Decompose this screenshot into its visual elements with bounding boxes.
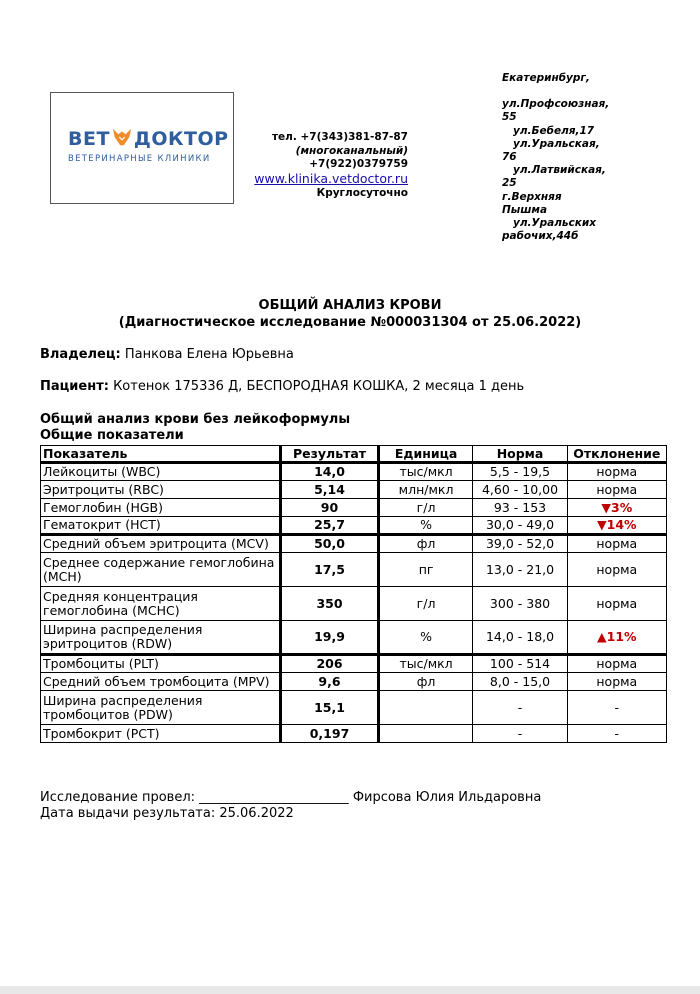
bottom-edge [0,986,700,994]
row-deviation: - [567,725,666,743]
row-result: 50,0 [281,535,378,553]
row-deviation: норма [567,535,666,553]
row-deviation: ▼3% [567,499,666,517]
row-norm: - [473,725,567,743]
owner-info [40,347,294,362]
row-result: 15,1 [281,691,378,725]
header-unit: Единица [378,446,473,463]
address-line: ул.Латвийская, [502,164,606,177]
address-line: ул.Профсоюзная, [502,98,610,111]
table-row [41,535,667,553]
row-unit: % [378,517,473,535]
address-line: 76 [502,151,517,164]
address-line: 25 [502,177,517,190]
table-row [41,725,667,743]
table-row [41,463,667,481]
row-norm: 4,60 - 10,00 [473,481,567,499]
address-line: рабочих,44б [502,230,579,243]
row-unit: г/л [378,499,473,517]
row-result: 19,9 [281,621,378,655]
patient-details: Котенок 175336 Д, БЕСПОРОДНАЯ КОШКА, 2 месяца 1 день [113,379,525,394]
row-unit [378,725,473,743]
row-parameter: Эритроциты (RBC) [41,481,281,499]
row-unit: млн/мкл [378,481,473,499]
row-result: 17,5 [281,553,378,587]
table-row [41,481,667,499]
row-deviation: - [567,691,666,725]
row-norm: 5,5 - 19,5 [473,463,567,481]
row-deviation: ▼14% [567,517,666,535]
row-parameter: Средний объем тромбоцита (MPV) [41,673,281,691]
table-row [41,517,667,535]
logo-subtitle: ВЕТЕРИНАРНЫЕ КЛИНИКИ [68,154,211,164]
row-deviation: норма [567,655,666,673]
conducted-by [40,790,541,805]
row-norm: 93 - 153 [473,499,567,517]
header-parameter: Показатель [41,446,281,463]
issue-date: Дата выдачи результата: 25.06.2022 [40,806,294,821]
logo-word-doctor: ДОКТОР [133,128,229,150]
row-norm: 30,0 - 49,0 [473,517,567,535]
clinic-contacts [238,131,408,201]
row-result: 206 [281,655,378,673]
clinic-addresses [502,72,622,243]
row-norm: 13,0 - 21,0 [473,553,567,587]
row-parameter: Гемоглобин (HGB) [41,499,281,517]
row-parameter: Ширина распределения эритроцитов (RDW) [41,621,281,655]
row-parameter: Лейкоциты (WBC) [41,463,281,481]
logo-word-vet: ВЕТ [68,128,110,150]
row-norm: 14,0 - 18,0 [473,621,567,655]
phone-mobile: +7(922)0379759 [309,158,408,170]
row-unit: г/л [378,587,473,621]
patient-label: Пациент: [40,379,109,394]
row-unit: фл [378,673,473,691]
address-line: г.Верхняя [502,190,562,203]
owner-label: Владелец: [40,347,121,362]
signature-line: _______________________ [199,790,349,805]
table-row [41,499,667,517]
row-norm: 100 - 514 [473,655,567,673]
patient-info [40,379,524,394]
subsection-heading: Общие показатели [40,428,184,443]
row-result: 0,197 [281,725,378,743]
phone-main: тел. +7(343)381-87-87 [271,131,408,143]
row-deviation: норма [567,481,666,499]
row-parameter: Ширина распределения тромбоцитов (PDW) [41,691,281,725]
row-unit [378,691,473,725]
website-link[interactable]: www.klinika.vetdoctor.ru [254,170,408,186]
row-result: 9,6 [281,673,378,691]
header-norm: Норма [473,446,567,463]
row-result: 25,7 [281,517,378,535]
row-parameter: Гематокрит (HCT) [41,517,281,535]
table-row [41,691,667,725]
address-line: 55 [502,111,517,124]
header-result: Результат [281,446,378,463]
working-hours: Круглосуточно [316,187,408,199]
table-row [41,655,667,673]
owner-name: Панкова Елена Юрьевна [124,347,294,362]
row-unit: фл [378,535,473,553]
address-city: Екатеринбург, [502,72,590,84]
row-norm: 8,0 - 15,0 [473,673,567,691]
table-row [41,673,667,691]
clinic-logo [50,92,234,204]
table-row [41,553,667,587]
address-line: ул.Уральских [502,217,596,230]
row-parameter: Тромбоциты (PLT) [41,655,281,673]
row-parameter: Среднее содержание гемоглобина (MCH) [41,553,281,587]
row-unit: пг [378,553,473,587]
conducted-label: Исследование провел: [40,790,196,805]
row-deviation: норма [567,587,666,621]
table-header-row [41,446,667,463]
row-parameter: Тромбокрит (PCT) [41,725,281,743]
table-row [41,621,667,655]
header-deviation: Отклонение [567,446,666,463]
row-deviation: норма [567,673,666,691]
row-deviation: ▲11% [567,621,666,655]
results-table [40,445,667,743]
row-norm: - [473,691,567,725]
row-norm: 39,0 - 52,0 [473,535,567,553]
row-result: 5,14 [281,481,378,499]
row-result: 90 [281,499,378,517]
table-row [41,587,667,621]
address-line: ул.Уральская, [502,137,600,150]
document-title: ОБЩИЙ АНАЛИЗ КРОВИ [258,298,442,313]
section-heading: Общий анализ крови без лейкоформулы [40,412,351,427]
address-line: Пышма [502,203,548,216]
row-norm: 300 - 380 [473,587,567,621]
row-parameter: Средний объем эритроцита (MCV) [41,535,281,553]
logo-wordmark [68,126,229,150]
fox-icon [111,126,133,148]
row-deviation: норма [567,553,666,587]
phone-note: (многоканальный) [295,144,408,157]
address-line: ул.Бебеля,17 [502,124,595,137]
row-deviation: норма [567,463,666,481]
doctor-name: Фирсова Юлия Ильдаровна [352,790,542,805]
row-unit: % [378,621,473,655]
row-parameter: Средняя концентрация гемоглобина (MCHC) [41,587,281,621]
row-result: 350 [281,587,378,621]
document-subtitle: (Диагностическое исследование №000031304 от 25.06.2022) [118,315,582,330]
row-unit: тыс/мкл [378,463,473,481]
row-unit: тыс/мкл [378,655,473,673]
row-result: 14,0 [281,463,378,481]
